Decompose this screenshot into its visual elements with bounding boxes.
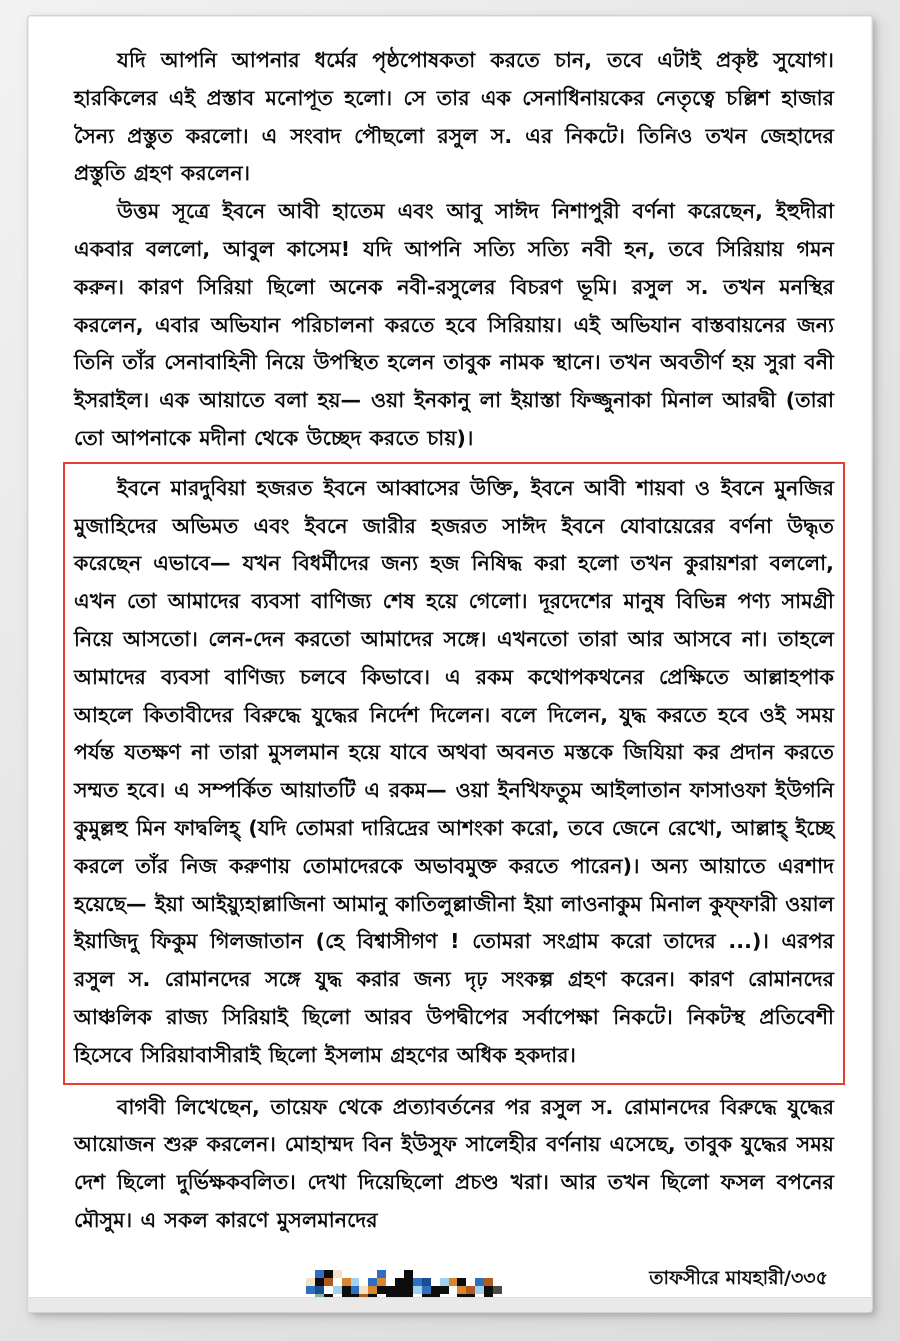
highlighted-paragraph: ইবনে মারদুবিয়া হজরত ইবনে আব্বাসের উক্তি, ইবনে আবী শায়বা ও ইবনে মুনজির মুজাহিদের অভিমত এবং ইবনে জারীর হজরত সাঈদ ইবনে যোবায়েরের বর্ণনা উদ্ধৃত করেছেন এভাবে— যখন বিধর্মীদের জন্য হজ নিষিদ্ধ করা হলো তখন কুরায়শরা বললো, এখন তো আমাদের ব্যবসা বাণিজ্য শেষ হয়ে গেলো। দূরদেশের মানুষ বিভিন্ন পণ্য সামগ্রী নিয়ে আসতো। লেন-দেন করতো আমাদের সঙ্গে। এখনতো তারা আর আসবে না। তাহলে আমাদের ব্যবসা বাণিজ্য চলবে কিভাবে। এ রকম কথোপকথনের প্রেক্ষিতে আল্লাহপাক আহলে কিতাবীদের বিরুদ্ধে যুদ্ধের নির্দেশ দিলেন। বলে দিলেন, যুদ্ধ করতে হবে ওই সময় পর্যন্ত যতক্ষণ না তারা মুসলমান হয়ে যাবে অথবা অবনত মস্তকে জিযিয়া কর প্রদান করতে সম্মত হবে। এ সম্পর্কিত আয়াতটি এ রকম— ওয়া ইনখিফতুম আইলাতান ফাসাওফা ইউগনি কুমুল্লহু মিন ফাদ্বলিহ্ (যদি তোমরা দারিদ্রের আশংকা করো, তবে জেনে রেখো, আল্লাহ্ ইচ্ছে করলে তাঁর নিজ করুণায় তোমাদেরকে অভাবমুক্ত করতে পারেন)। অন্য আয়াতে এরশাদ হয়েছে— ইয়া আইয়্যুহাল্লাজিনা আমানু কাতিলুল্লাজীনা ইয়া লাওনাকুম মিনাল কুফ্ফারী ওয়াল ইয়াজিদু ফিকুম গিলজাতান (হে বিশ্বাসীগণ ! তোমরা সংগ্রাম করো তাদের ...)। এরপর রসুল স. রোমানদের সঙ্গে যুদ্ধ করার জন্য দৃঢ় সংকল্প গ্রহণ করেন। কারণ রোমানদের আঞ্চলিক রাজ্য সিরিয়াই ছিলো আরব উপদ্বীপের সর্বাপেক্ষা নিকটে। নিকটস্থ প্রতিবেশী হিসেবে সিরিয়াবাসীরাই ছিলো ইসলাম গ্রহণের অধিক হকদার। <box>74 475 834 1067</box>
redaction-pixel <box>457 1270 466 1278</box>
redaction-pixel <box>422 1278 431 1286</box>
redaction-pixel <box>342 1278 351 1286</box>
page-reference-label: তাফসীরে মাযহারী/৩৩৫ <box>649 1267 828 1289</box>
redaction-pixel <box>484 1286 493 1294</box>
redaction-pixel <box>386 1278 395 1286</box>
redaction-pixel <box>493 1270 502 1278</box>
redaction-pixel <box>368 1278 377 1286</box>
redaction-pixel <box>475 1270 484 1278</box>
redaction-pixel <box>431 1270 440 1278</box>
redaction-pixel <box>342 1286 351 1294</box>
redaction-pixel <box>440 1278 449 1286</box>
redaction-pixel <box>377 1286 386 1294</box>
redaction-pixel <box>351 1270 360 1278</box>
redaction-pixel <box>395 1270 404 1278</box>
redaction-pixel <box>368 1286 377 1294</box>
redaction-pixel <box>333 1270 342 1278</box>
redaction-pixel <box>351 1286 360 1294</box>
redaction-pixel <box>449 1278 458 1286</box>
redaction-pixel <box>449 1286 458 1294</box>
redaction-pixel <box>306 1278 315 1286</box>
redaction-pixel <box>422 1286 431 1294</box>
redaction-pixel <box>431 1286 440 1294</box>
redaction-pixel <box>315 1286 324 1294</box>
redaction-pixel <box>377 1278 386 1286</box>
redaction-pixel <box>404 1286 413 1294</box>
redaction-pixel <box>466 1286 475 1294</box>
page-sheet <box>28 16 872 1312</box>
highlighted-text-box <box>63 462 845 1085</box>
redaction-pixel <box>413 1270 422 1278</box>
redaction-pixel <box>475 1278 484 1286</box>
redaction-pixel <box>440 1286 449 1294</box>
redaction-pixel <box>324 1278 333 1286</box>
redaction-pixel <box>386 1270 395 1278</box>
redaction-pixel <box>484 1278 493 1286</box>
redaction-pixel <box>386 1286 395 1294</box>
redaction-pixel <box>395 1286 404 1294</box>
redaction-pixel <box>359 1278 368 1286</box>
redaction-pixel <box>359 1270 368 1278</box>
paragraph-3: বাগবী লিখেছেন, তায়েফ থেকে প্রত্যাবর্তনের পর রসুল স. রোমানদের বিরুদ্ধে যুদ্ধের আয়োজন শুরু করলেন। মোহাম্মদ বিন ইউসুফ সালেহীর বর্ণনায় এসেছে, তাবুক যুদ্ধের সময় দেশ ছিলো দুর্ভিক্ষকবলিত। দেখা দিয়েছিলো প্রচণ্ড খরা। আর তখন ছিলো ফসল বপনের মৌসুম। এ সকল কারণে মুসলমানদের <box>74 1094 834 1232</box>
redaction-pixel <box>359 1286 368 1294</box>
redaction-pixel <box>306 1270 315 1278</box>
redaction-pixel <box>449 1270 458 1278</box>
redaction-pixel <box>422 1270 431 1278</box>
redaction-pixel <box>333 1286 342 1294</box>
paragraph-1: যদি আপনি আপনার ধর্মের পৃষ্ঠপোষকতা করতে চান, তবে এটাই প্রকৃষ্ট সুযোগ। হারকিলের এই প্রস্তাব মনোপূত হলো। সে তার এক সেনাধিনায়কের নেতৃত্বে চল্লিশ হাজার সৈন্য প্রস্তুত করলো। এ সংবাদ পৌছলো রসুল স. এর নিকটে। তিনিও তখন জেহাদের প্রস্তুতি গ্রহণ করলেন। <box>74 48 834 186</box>
redaction-pixel <box>440 1270 449 1278</box>
redaction-pixel <box>324 1286 333 1294</box>
redaction-pixel <box>324 1270 333 1278</box>
redaction-pixel <box>484 1270 493 1278</box>
redaction-pixel <box>368 1270 377 1278</box>
redaction-pixel <box>413 1286 422 1294</box>
redaction-pixel <box>306 1286 315 1294</box>
paragraph-2: উত্তম সূত্রে ইবনে আবী হাতেম এবং আবু সাঈদ নিশাপুরী বর্ণনা করেছেন, ইহুদীরা একবার বললো, আবুল কাসেম! যদি আপনি সত্যি সত্যি নবী হন, তবে সিরিয়ায় গমন করুন। কারণ সিরিয়া ছিলো অনেক নবী-রসুলের বিচরণ ভূমি। রসুল স. তখন মনস্থির করলেন, এবার অভিযান পরিচালনা করতে হবে সিরিয়ায়। এই অভিযান বাস্তবায়নের জন্য তিনি তাঁর সেনাবাহিনী নিয়ে উপস্থিত হলেন তাবুক নামক স্থানে। তখন অবতীর্ণ হয় সুরা বনী ইসরাইল। এক আয়াতে বলা হয়— ওয়া ইনকানু লা ইয়াস্তা ফিজ্জুনাকা মিনাল আরদ্বী (তারা তো আপনাকে মদীনা থেকে উচ্ছেদ করতে চায়)। <box>74 199 834 450</box>
redaction-pixel <box>431 1278 440 1286</box>
page-content <box>74 42 834 1240</box>
redaction-pixel <box>315 1270 324 1278</box>
redaction-pixel <box>342 1270 351 1278</box>
redaction-pixel <box>475 1286 484 1294</box>
redaction-pixel <box>466 1270 475 1278</box>
redaction-pixel <box>457 1278 466 1286</box>
redaction-pixel <box>315 1278 324 1286</box>
redaction-pixel <box>493 1278 502 1286</box>
redaction-pixel <box>395 1278 404 1286</box>
redaction-pixel <box>333 1278 342 1286</box>
redaction-pixel <box>351 1278 360 1286</box>
redaction-pixel <box>413 1278 422 1286</box>
redaction-pixel <box>466 1278 475 1286</box>
redaction-pixel <box>457 1286 466 1294</box>
redaction-pixel <box>377 1270 386 1278</box>
redaction-pixel <box>493 1286 502 1294</box>
redaction-pixel <box>404 1278 413 1286</box>
bottom-rule-divider <box>28 1297 872 1312</box>
redaction-pixel <box>404 1270 413 1278</box>
